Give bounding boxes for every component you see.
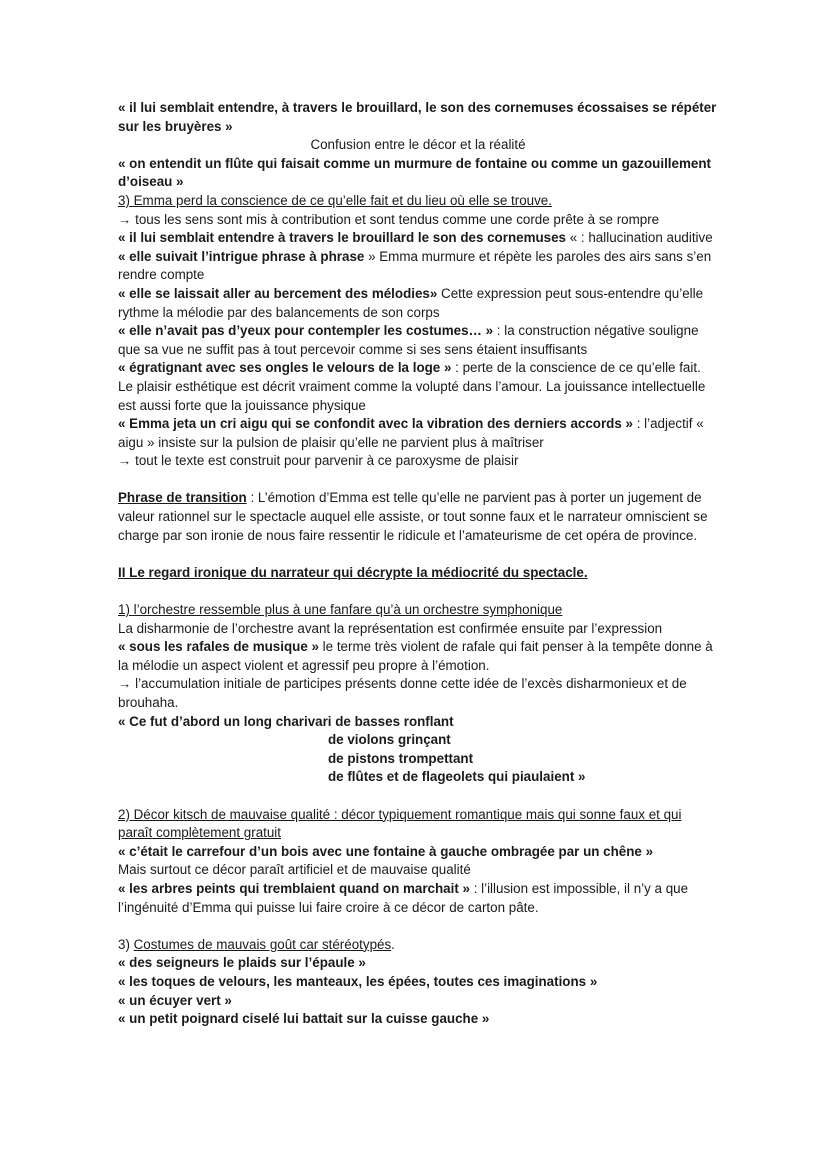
paragraph-arbres xyxy=(118,880,718,917)
document-body xyxy=(118,99,718,1029)
quote-intrigue: « elle suivait l’intrigue phrase à phrase xyxy=(118,248,365,264)
quote-ecuyer: « un écuyer vert » xyxy=(118,992,232,1008)
subsection-3-costumes-title: Costumes de mauvais goût car stéréotypés xyxy=(133,936,392,952)
spacer xyxy=(118,787,718,806)
arrow-participes: → l’accumulation initiale de participes présents donne cette idée de l’excès disharmonieux et de brouhaha. xyxy=(118,676,687,710)
quote-charivari-line-1: « Ce fut d’abord un long charivari de basses ronflant xyxy=(118,713,454,729)
paragraph-velours xyxy=(118,359,718,415)
comment-velours: : perte de la conscience de ce qu’elle fait. Le plaisir esthétique est décrit vraiment comme la volupté dans l’amour. La jouissance intellectuelle est aussi forte que la jouissance physique xyxy=(118,360,706,413)
quote-yeux: « elle n’avait pas d’yeux pour contempler les costumes… » xyxy=(118,323,494,339)
spacer xyxy=(118,917,718,936)
quote-carrefour: « c’était le carrefour d’un bois avec une fontaine à gauche ombragée par un chêne » xyxy=(118,843,654,859)
transition-paragraph xyxy=(118,489,718,545)
spacer xyxy=(118,582,718,601)
paragraph-intrigue xyxy=(118,248,718,285)
comment-intrigue: » Emma murmure et répète les paroles des airs sans s’en rendre compte xyxy=(118,248,712,283)
paragraph-costumes xyxy=(118,322,718,359)
quote-cornemuses-ecossaises: « il lui semblait entendre, à travers le brouillard, le son des cornemuses écossaises se répéter sur les bruyères » xyxy=(118,100,717,134)
section-2-title: II Le regard ironique du narrateur qui décrypte la médiocrité du spectacle. xyxy=(118,564,588,580)
subsection-3-period: . xyxy=(391,936,395,952)
quote-bercement: « elle se laissait aller au bercement des mélodies» xyxy=(118,285,438,301)
subsection-1-title: 1) l’orchestre ressemble plus à une fanfare qu’à un orchestre symphonique xyxy=(118,602,563,618)
comment-rafales: le terme très violent de rafale qui fait penser à la tempête donne à la mélodie un aspect violent et agressif peu propre à l’émotion. xyxy=(118,639,713,673)
quote-seigneurs: « des seigneurs le plaids sur l’épaule » xyxy=(118,955,366,971)
spacer xyxy=(118,545,718,564)
quote-arbres: « les arbres peints qui tremblaient quand on marchait » xyxy=(118,880,470,896)
spacer xyxy=(118,471,718,490)
paragraph-hallucination xyxy=(118,229,718,248)
note-confusion: Confusion entre le décor et la réalité xyxy=(310,137,526,153)
comment-arbres: : l’illusion est impossible, il n’y a que l’ingénuité d’Emma qui puisse lui faire croire à ce décor de carton pâte. xyxy=(118,880,689,915)
paragraph-cri xyxy=(118,415,718,452)
quote-charivari-line-4: de flûtes et de flageolets qui piaulaient » xyxy=(328,769,586,785)
quote-cri: « Emma jeta un cri aigu qui se confondit avec la vibration des derniers accords » xyxy=(118,416,633,432)
paragraph-bercement xyxy=(118,285,718,322)
quote-charivari-line-3: de pistons trompettant xyxy=(328,750,474,766)
quote-toques: « les toques de velours, les manteaux, les épées, toutes ces imaginations » xyxy=(118,973,598,989)
subsection-3-title: 3) Emma perd la conscience de ce qu’elle fait et du lieu où elle se trouve. xyxy=(118,192,552,208)
quote-rafales: « sous les rafales de musique » xyxy=(118,639,319,655)
arrow-paroxysm: → tout le texte est construit pour parvenir à ce paroxysme de plaisir xyxy=(118,453,519,469)
subsection-3-number: 3) xyxy=(118,936,134,952)
comment-cri: : l’adjectif « aigu » insiste sur la pulsion de plaisir qu’elle ne parvient plus à maîtriser xyxy=(118,416,704,450)
arrow-senses: → tous les sens sont mis à contribution et sont tendus comme une corde prête à se rompre xyxy=(118,211,660,227)
quote-flute: « on entendit un flûte qui faisait comme un murmure de fontaine ou comme un gazouillement d’oiseau » xyxy=(118,155,711,190)
transition-text: : L’émotion d’Emma est telle qu’elle ne parvient pas à porter un jugement de valeur rationnel sur le spectacle auquel elle assiste, or tout sonne faux et le narrateur omniscient se charge par son ironie de nous faire ressentir le ridicule et l’amateurisme de cet opéra de province. xyxy=(118,490,708,543)
comment-yeux: : la construction négative souligne que sa vue ne suffit pas à tout percevoir comme si ses sens étaient insuffisants xyxy=(118,323,699,357)
comment-hallucination: « : hallucination auditive xyxy=(566,230,713,246)
quote-poignard: « un petit poignard ciselé lui battait sur la cuisse gauche » xyxy=(118,1011,490,1027)
subsection-2-title: 2) Décor kitsch de mauvaise qualité : décor typiquement romantique mais qui sonne faux et qui paraît complètement gratuit xyxy=(118,806,682,841)
paragraph-rafales xyxy=(118,638,718,675)
quote-charivari-line-2: de violons grinçant xyxy=(328,732,451,748)
comment-bercement: Cette expression peut sous-entendre qu’elle rythme la mélodie par des balancements de son corps xyxy=(118,285,704,320)
transition-label: Phrase de transition xyxy=(118,490,247,506)
quote-velours: « égratignant avec ses ongles le velours de la loge » xyxy=(118,360,452,376)
quote-cornemuses: « il lui semblait entendre à travers le brouillard le son des cornemuses xyxy=(118,230,567,246)
orchestre-intro: La disharmonie de l’orchestre avant la représentation est confirmée ensuite par l’expression xyxy=(118,620,663,636)
decor-artificiel: Mais surtout ce décor paraît artificiel et de mauvaise qualité xyxy=(118,862,471,878)
subsection-3-heading xyxy=(118,936,718,955)
